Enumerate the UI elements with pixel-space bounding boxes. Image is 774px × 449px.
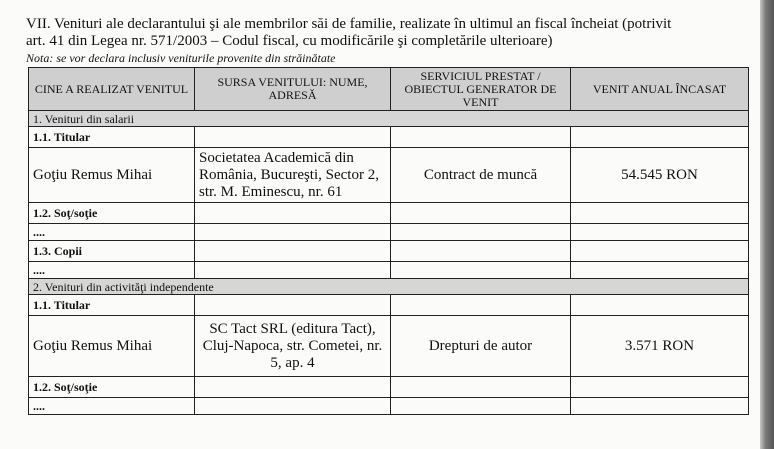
heading-line-1: VII. Venituri ale declarantului şi ale membrilor săi de familie, realizate în ultimul an fiscal încheiat (potrivit xyxy=(26,16,672,32)
table-row xyxy=(29,224,749,241)
section-heading xyxy=(26,16,756,50)
titular-label: 1.1. Titular xyxy=(29,295,195,316)
col-header-source: SURSA VENITULUI: NUME, ADRESĂ xyxy=(195,68,391,111)
section-row-salaries xyxy=(29,111,749,127)
income-table xyxy=(28,67,749,415)
dots-placeholder: .... xyxy=(29,262,195,279)
income-amount: 3.571 RON xyxy=(571,316,749,377)
scan-edge-shadow xyxy=(760,0,774,449)
table-row xyxy=(29,262,749,279)
income-earner: Goţiu Remus Mihai xyxy=(29,148,195,203)
table-row xyxy=(29,316,749,377)
income-source: Societatea Academică din România, Bucureşti, Sector 2, str. M. Eminescu, nr. 61 xyxy=(195,148,391,203)
col-header-service: SERVICIUL PRESTAT / OBIECTUL GENERATOR DE VENIT xyxy=(391,68,571,111)
income-amount: 54.545 RON xyxy=(571,148,749,203)
spouse-label: 1.2. Soţ/soţie xyxy=(29,203,195,224)
table-row xyxy=(29,127,749,148)
table-row xyxy=(29,398,749,415)
spouse-label: 1.2. Soţ/soţie xyxy=(29,377,195,398)
table-row xyxy=(29,203,749,224)
table-row xyxy=(29,241,749,262)
col-header-who: CINE A REALIZAT VENITUL xyxy=(29,68,195,111)
heading-line-2: art. 41 din Legea nr. 571/2003 – Codul fiscal, cu modificările şi completările ulterioare) xyxy=(26,33,553,49)
titular-label: 1.1. Titular xyxy=(29,127,195,148)
dots-placeholder: .... xyxy=(29,398,195,415)
income-earner: Goţiu Remus Mihai xyxy=(29,316,195,377)
income-source: SC Tact SRL (editura Tact), Cluj-Napoca, str. Cometei, nr. 5, ap. 4 xyxy=(195,316,391,377)
col-header-income: VENIT ANUAL ÎNCASAT xyxy=(571,68,749,111)
note: Nota: se vor declara inclusiv veniturile provenite din străinătate xyxy=(26,51,336,65)
children-label: 1.3. Copii xyxy=(29,241,195,262)
section-title: 2. Venituri din activităţi independente xyxy=(29,279,749,295)
table-header-row xyxy=(29,68,749,111)
dots-placeholder: .... xyxy=(29,224,195,241)
table-row xyxy=(29,148,749,203)
income-service: Drepturi de autor xyxy=(391,316,571,377)
income-service: Contract de muncă xyxy=(391,148,571,203)
table-row xyxy=(29,295,749,316)
section-row-independent xyxy=(29,279,749,295)
table-row xyxy=(29,377,749,398)
section-title: 1. Venituri din salarii xyxy=(29,111,749,127)
